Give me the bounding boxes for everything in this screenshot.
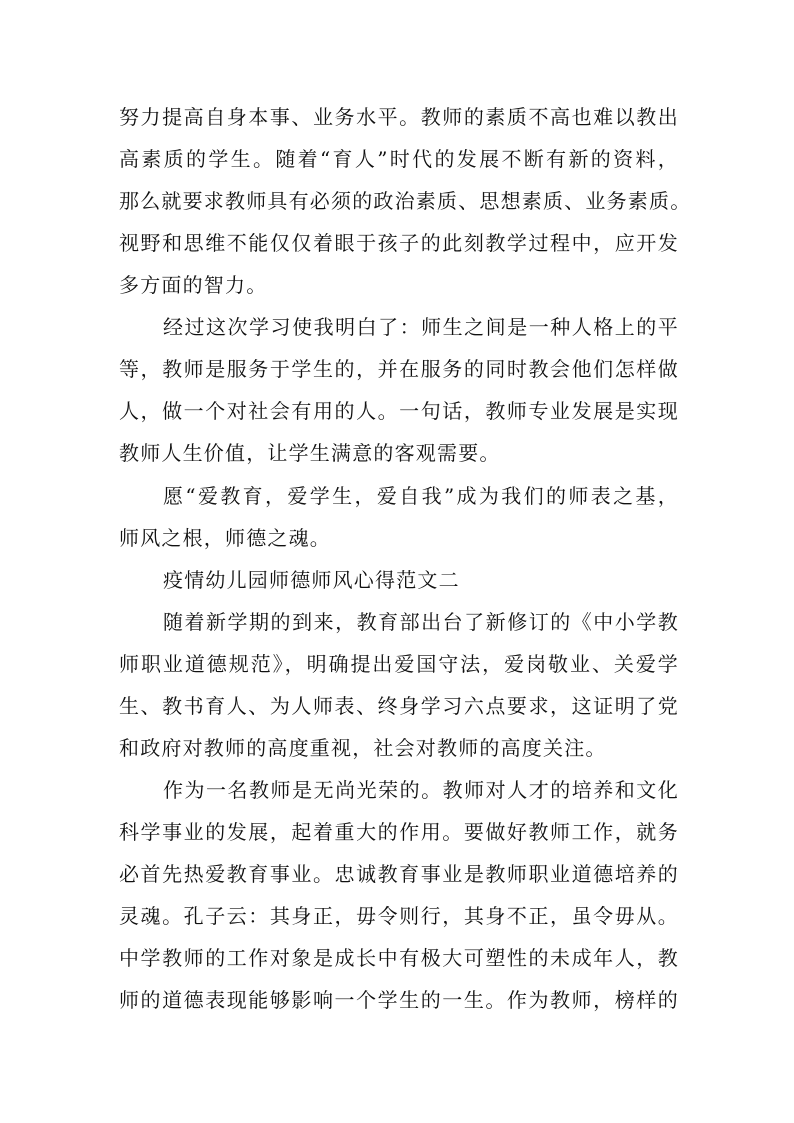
paragraph-first-line: 作为一名教师是无尚光荣的。教师对人才的培养和文化 <box>163 778 679 802</box>
text-line: 灵魂。孔子云：其身正，毋令则行，其身不正，虽令毋从。 <box>119 904 679 928</box>
paragraph-first-line: 愿“爱教育，爱学生，爱自我”成为我们的师表之基， <box>163 484 679 508</box>
text-line: 师职业道德规范》，明确提出爱国守法，爱岗敬业、关爱学 <box>119 652 679 676</box>
text-line: 生、教书育人、为人师表、终身学习六点要求，这证明了党 <box>119 694 679 718</box>
text-line: 教师人生价值，让学生满意的客观需要。 <box>119 441 501 465</box>
text-line: 中学教师的工作对象是成长中有极大可塑性的未成年人，教 <box>119 946 679 970</box>
text-line: 等，教师是服务于学生的，并在服务的同时教会他们怎样做 <box>119 357 679 381</box>
paragraph-first-line: 随着新学期的到来，教育部出台了新修订的《中小学教 <box>163 610 679 634</box>
text-line: 师风之根，师德之魂。 <box>119 526 331 550</box>
text-line: 和政府对教师的高度重视，社会对教师的高度关注。 <box>119 736 607 760</box>
text-line: 多方面的智力。 <box>119 273 268 297</box>
text-line: 人，做一个对社会有用的人。一句话，教师专业发展是实现 <box>119 399 679 423</box>
section-heading: 疫情幼儿园师德师风心得范文二 <box>163 568 460 592</box>
text-line: 高素质的学生。随着“育人”时代的发展不断有新的资料， <box>119 147 679 171</box>
text-line: 努力提高自身本事、业务水平。教师的素质不高也难以教出 <box>119 105 679 129</box>
text-line: 视野和思维不能仅仅着眼于孩子的此刻教学过程中，应开发 <box>119 231 679 255</box>
paragraph-first-line: 经过这次学习使我明白了：师生之间是一种人格上的平 <box>163 315 679 339</box>
text-line: 那么就要求教师具有必须的政治素质、思想素质、业务素质。 <box>119 189 692 213</box>
text-line: 科学事业的发展，起着重大的作用。要做好教师工作，就务 <box>119 820 679 844</box>
text-line: 师的道德表现能够影响一个学生的一生。作为教师，榜样的 <box>119 988 679 1012</box>
text-line: 必首先热爱教育事业。忠诚教育事业是教师职业道德培养的 <box>119 862 679 886</box>
